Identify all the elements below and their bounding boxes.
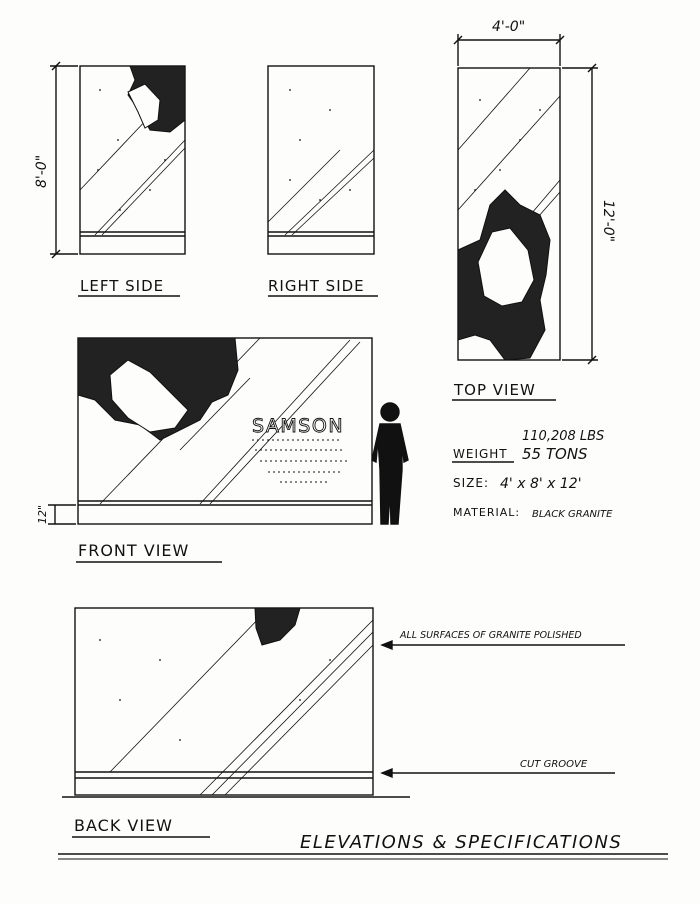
polished-callout: ALL SURFACES OF GRANITE POLISHED <box>400 630 582 641</box>
weight-value: 55 TONS <box>522 445 588 463</box>
material-value: BLACK GRANITE <box>532 509 613 520</box>
weight-lbs: 110,208 LBS <box>522 429 605 444</box>
height-dimension: 8'-0" <box>34 154 50 188</box>
sheet-title: ELEVATIONS & SPECIFICATIONS <box>300 832 623 853</box>
size-label: SIZE: <box>453 476 490 490</box>
right-side-elevation <box>268 66 374 254</box>
size-value: 4' x 8' x 12' <box>500 476 582 492</box>
length-dimension: 12'-0" <box>600 200 616 243</box>
groove-callout: CUT GROOVE <box>520 759 588 770</box>
width-dimension: 4'-0" <box>492 19 526 35</box>
base-dimension: 12" <box>36 504 49 524</box>
back-view-label: BACK VIEW <box>74 816 173 835</box>
front-view-label: FRONT VIEW <box>78 541 190 560</box>
right-side-label: RIGHT SIDE <box>268 277 365 295</box>
material-label: MATERIAL: <box>453 506 521 519</box>
samson-inscription: SAMSON <box>252 415 345 437</box>
top-view-label: TOP VIEW <box>454 381 536 399</box>
front-view-elevation <box>48 338 408 524</box>
human-scale-figure <box>372 403 408 524</box>
top-view-plan <box>454 34 598 364</box>
left-side-elevation <box>50 62 185 258</box>
weight-label: WEIGHT <box>453 447 508 461</box>
left-side-label: LEFT SIDE <box>80 277 165 295</box>
